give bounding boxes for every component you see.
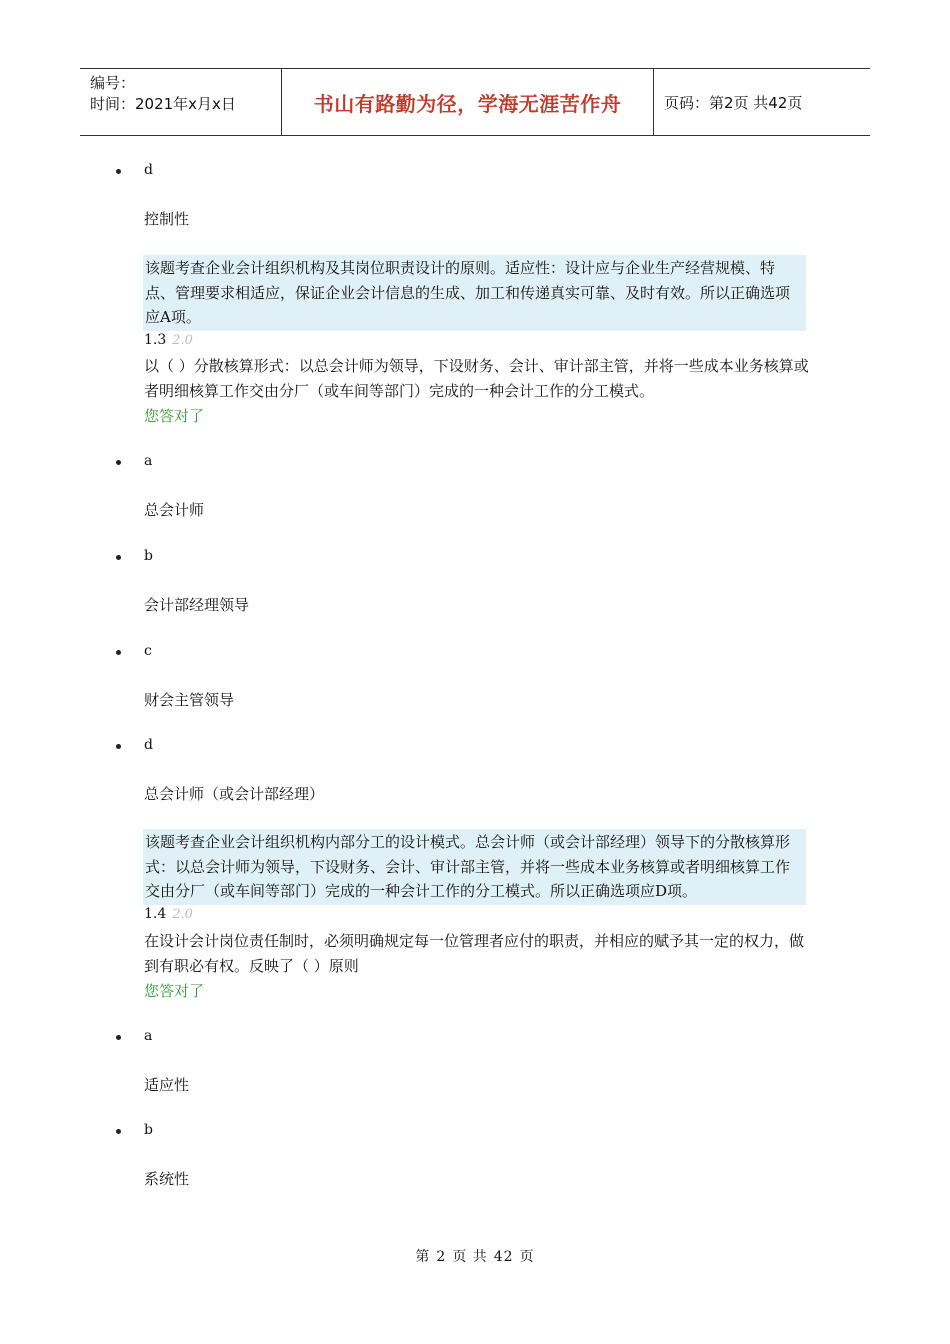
bullet-icon bbox=[116, 169, 121, 174]
header-page-info: 页码：第2页 共42页 bbox=[664, 93, 803, 112]
option-text[interactable]: 适应性 bbox=[144, 1076, 190, 1094]
answer-result: 您答对了 bbox=[144, 982, 205, 1000]
question-text: 在设计会计岗位责任制时，必须明确规定每一位管理者应付的职责，并相应的赋予其一定的权力，做到有职必有权。反映了（ ）原则 bbox=[144, 932, 805, 975]
option-letter: a bbox=[144, 453, 153, 469]
option-text[interactable]: 会计部经理领导 bbox=[144, 596, 250, 614]
answer-result: 您答对了 bbox=[144, 407, 205, 425]
question-score: 2.0 bbox=[172, 907, 193, 922]
question-number bbox=[144, 906, 193, 922]
option-text[interactable]: 财会主管领导 bbox=[144, 691, 235, 709]
question-number bbox=[144, 332, 193, 348]
bullet-icon bbox=[116, 1035, 121, 1040]
question-text: 以（ ）分散核算形式：以总会计师为领导，下设财务、会计、审计部主管，并将一些成本业务核算或者明细核算工作交由分厂（或车间等部门）完成的一种会计工作的分工模式。 bbox=[144, 357, 809, 400]
option-letter: b bbox=[144, 548, 153, 564]
option-letter: b bbox=[144, 1122, 153, 1138]
header-motto: 书山有路勤为径，学海无涯苦作舟 bbox=[282, 69, 654, 135]
explanation-box: 该题考查企业会计组织机构及其岗位职责设计的原则。适应性：设计应与企业生产经营规模、特点、管理要求相适应，保证企业会计信息的生成、加工和传递真实可靠、及时有效。所以正确选项应A项。 bbox=[143, 255, 806, 331]
footer-suffix: 页 bbox=[519, 1249, 535, 1265]
footer-prefix: 第 bbox=[415, 1249, 431, 1265]
option-letter: d bbox=[144, 162, 153, 178]
time-label: 时间：2021年x月x日 bbox=[90, 95, 236, 113]
option-text[interactable]: 总会计师（或会计部经理） bbox=[144, 785, 325, 803]
option-text[interactable]: 总会计师 bbox=[144, 501, 205, 519]
option-text[interactable]: 系统性 bbox=[144, 1170, 190, 1188]
page-header bbox=[80, 68, 870, 136]
question-score: 2.0 bbox=[172, 333, 193, 348]
option-letter: d bbox=[144, 737, 153, 753]
header-meta bbox=[80, 69, 282, 135]
bullet-icon bbox=[116, 460, 121, 465]
explanation-box: 该题考查企业会计组织机构内部分工的设计模式。总会计师（或会计部经理）领导下的分散核算形式：以总会计师为领导，下设财务、会计、审计部主管，并将一些成本业务核算或者明细核算工作交由分厂（或车间等部门）完成的一种会计工作的分工模式。所以正确选项应D项。 bbox=[143, 829, 806, 905]
question-number-value: 1.3 bbox=[144, 332, 167, 348]
question-number-value: 1.4 bbox=[144, 906, 167, 922]
option-letter: a bbox=[144, 1028, 153, 1044]
page-footer bbox=[0, 1246, 950, 1266]
bullet-icon bbox=[116, 744, 121, 749]
footer-total: 42 bbox=[493, 1249, 514, 1265]
bullet-icon bbox=[116, 650, 121, 655]
bullet-icon bbox=[116, 1129, 121, 1134]
option-letter: c bbox=[144, 643, 152, 659]
footer-page: 2 bbox=[436, 1249, 447, 1265]
bullet-icon bbox=[116, 555, 121, 560]
footer-middle: 页 共 bbox=[452, 1249, 488, 1265]
option-text[interactable]: 控制性 bbox=[144, 210, 190, 228]
serial-label: 编号： bbox=[90, 74, 136, 92]
